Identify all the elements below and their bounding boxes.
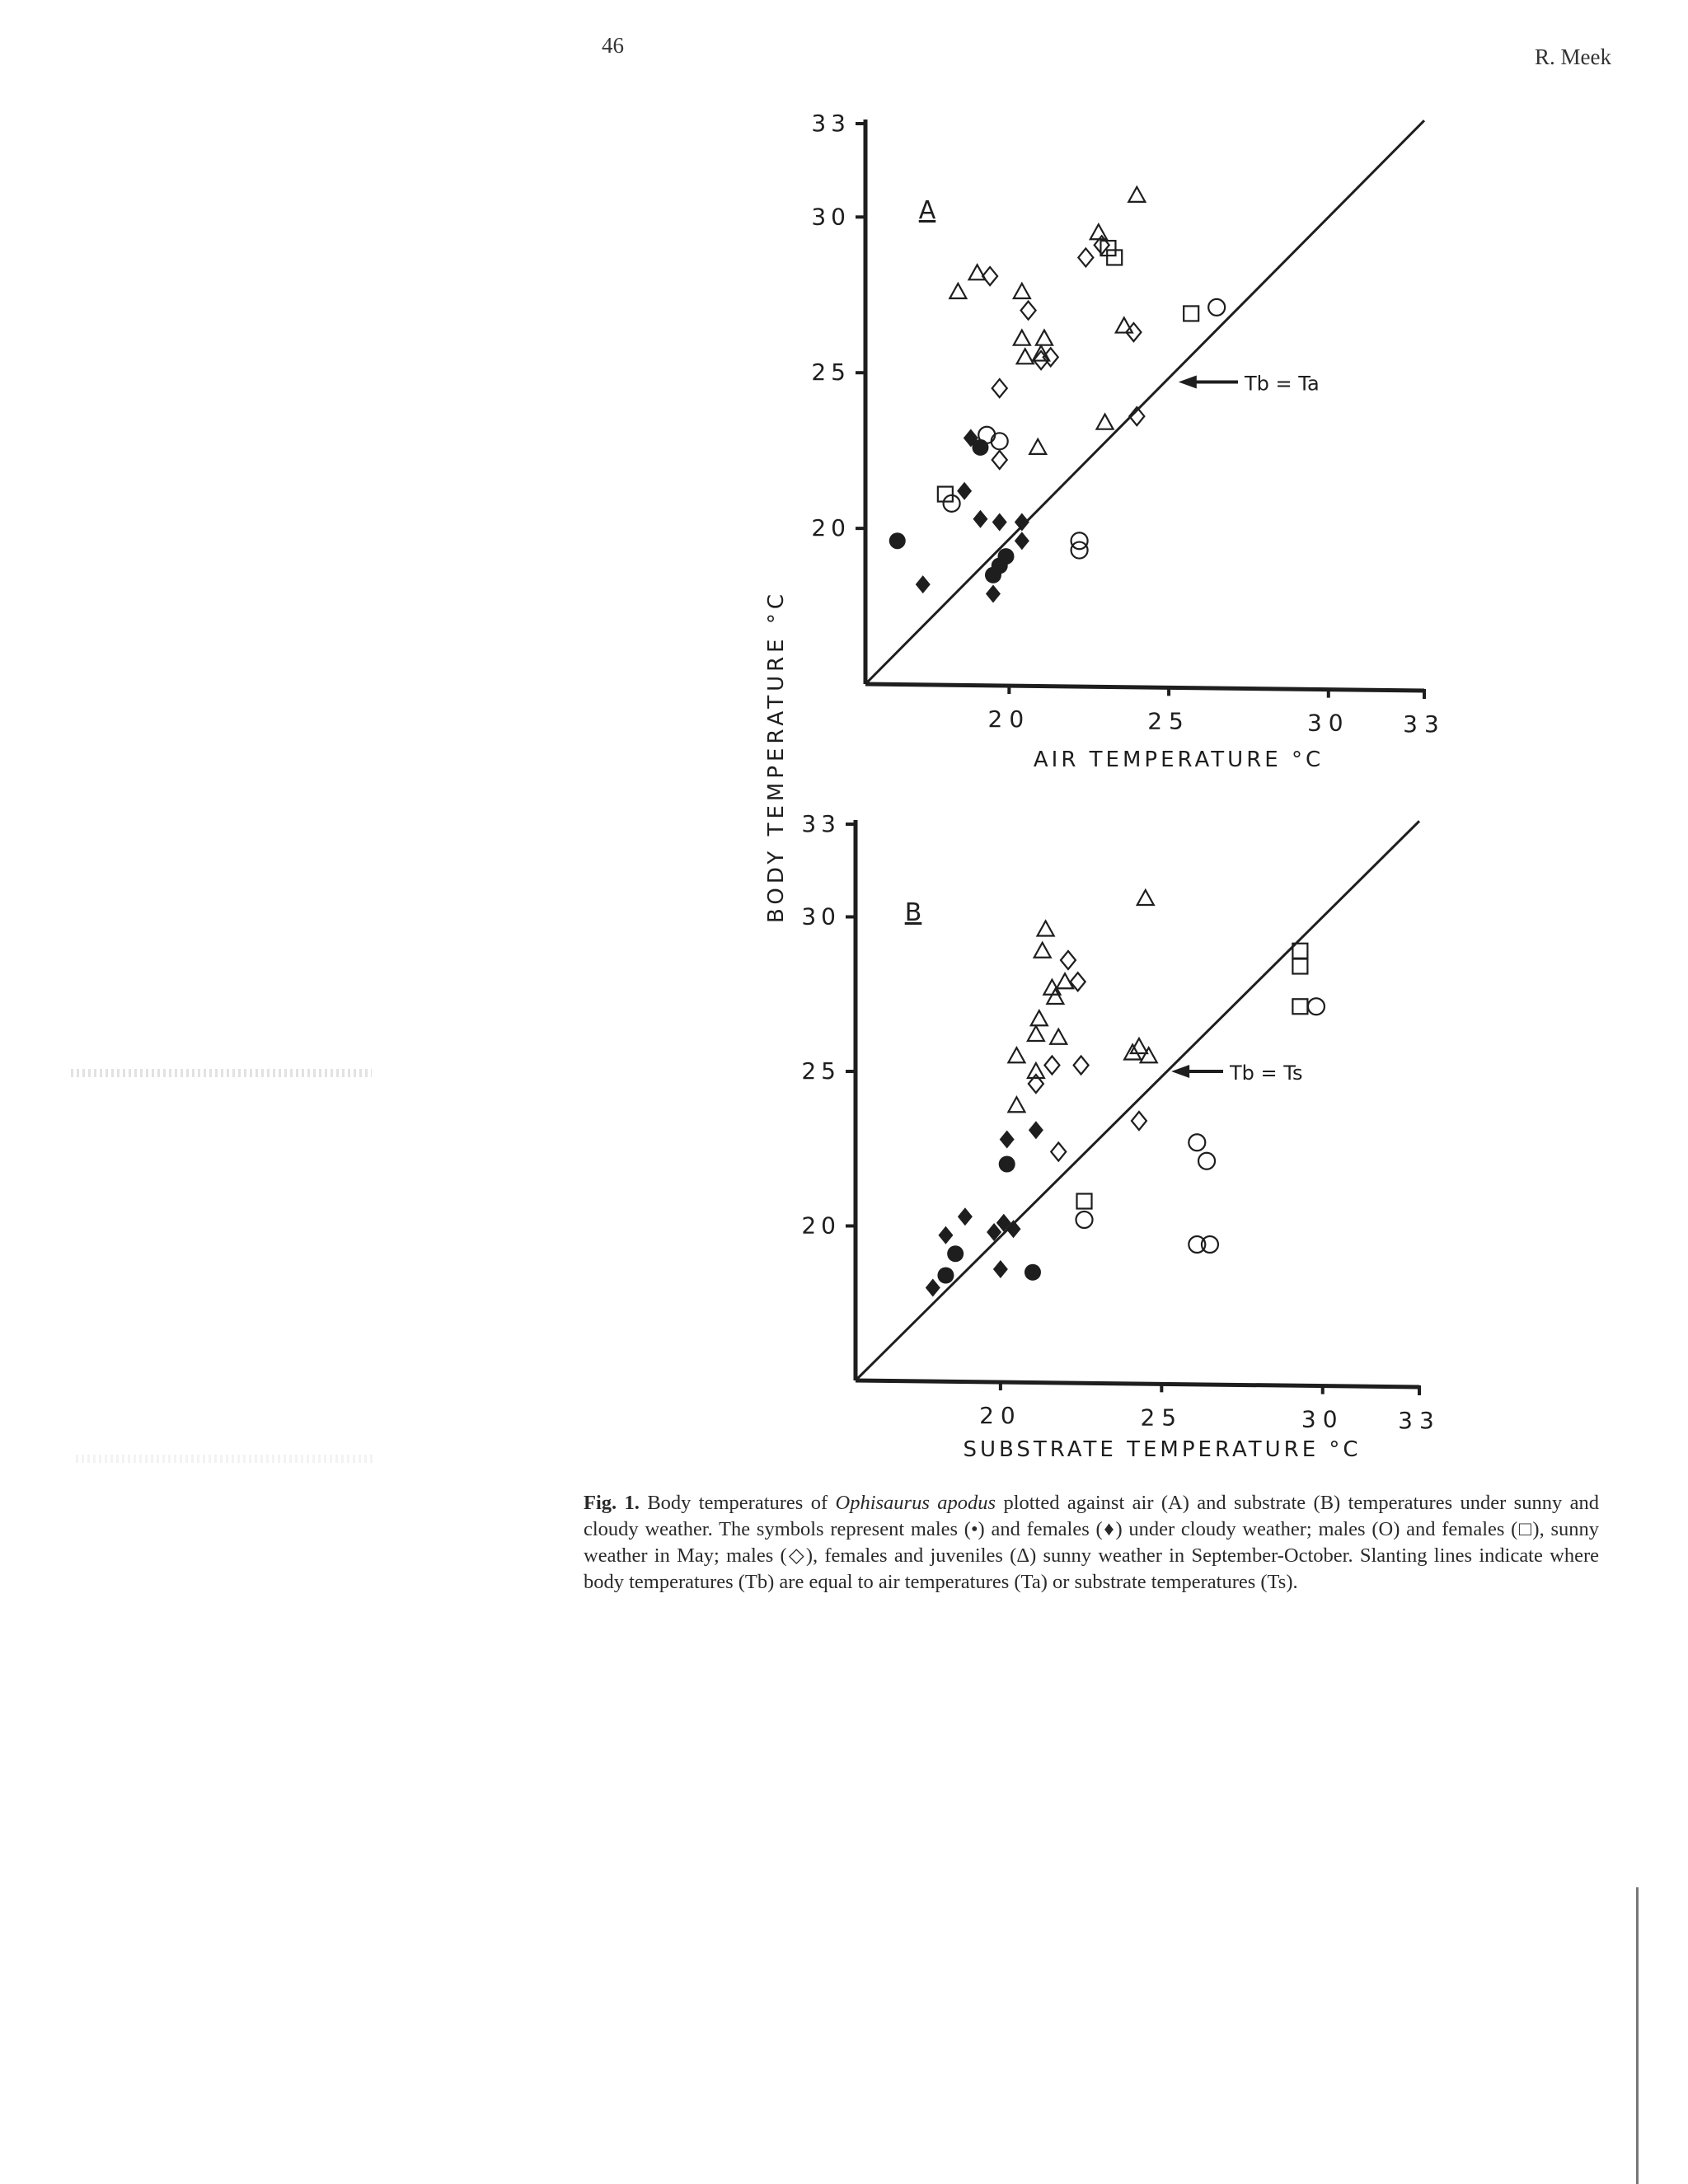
data-point-square-open <box>1077 1194 1092 1209</box>
data-point-triangle-open <box>1124 1045 1141 1060</box>
y-tick-label: 20 <box>801 1212 841 1240</box>
data-point-diamond-open <box>1044 1057 1059 1075</box>
y-tick-label: 30 <box>811 203 851 231</box>
data-point-triangle-open <box>1097 415 1114 429</box>
data-point-diamond-filled <box>993 1260 1008 1278</box>
data-point-diamond-filled <box>1015 532 1029 550</box>
data-point-diamond-open <box>1074 1057 1089 1075</box>
data-point-triangle-open <box>1038 921 1054 936</box>
y-tick-label: 30 <box>801 902 841 930</box>
data-point-diamond-open <box>992 379 1007 397</box>
data-point-circle-filled <box>999 1156 1015 1173</box>
data-point-square-open <box>1107 250 1122 265</box>
reference-line-label: Tb = Ts <box>1230 1062 1303 1085</box>
x-axis-label: SUBSTRATE TEMPERATURE °C <box>963 1437 1362 1462</box>
running-head-author: R. Meek <box>1535 45 1611 69</box>
x-axis-label: AIR TEMPERATURE °C <box>1033 748 1325 772</box>
data-point-diamond-open <box>1021 302 1036 320</box>
data-point-diamond-filled <box>1015 513 1029 532</box>
data-point-triangle-open <box>1017 349 1034 363</box>
shared-y-axis-label: BODY TEMPERATURE °C <box>764 589 789 924</box>
data-point-circle-open <box>1071 542 1088 559</box>
reference-line-label: Tb = Ta <box>1245 372 1320 396</box>
data-point-circle-filled <box>997 548 1014 565</box>
data-point-diamond-open <box>982 267 997 285</box>
data-point-diamond-filled <box>1000 1131 1015 1149</box>
data-point-diamond-filled <box>926 1279 940 1297</box>
data-point-triangle-open <box>1116 318 1132 333</box>
data-point-circle-open <box>978 427 995 443</box>
caption-species: Ophisaurus apodus <box>835 1492 996 1514</box>
data-point-triangle-open <box>1034 943 1051 958</box>
figure-caption <box>584 1490 1599 1596</box>
data-point-circle-open <box>1308 998 1325 1015</box>
x-tick-label: 20 <box>987 705 1031 733</box>
data-point-diamond-filled <box>957 482 972 500</box>
data-point-triangle-open <box>1014 284 1030 298</box>
page-number: 46 <box>602 33 624 58</box>
data-point-diamond-open <box>1078 248 1093 266</box>
data-point-diamond-filled <box>1029 1121 1043 1139</box>
data-point-circle-filled <box>937 1268 954 1284</box>
data-point-diamond-open <box>992 451 1007 469</box>
data-point-triangle-open <box>1137 890 1154 905</box>
data-point-circle-open <box>1202 1236 1218 1253</box>
data-point-diamond-filled <box>986 584 1001 602</box>
data-point-triangle-open <box>1008 1047 1025 1062</box>
x-tick-label: 20 <box>979 1402 1022 1430</box>
data-point-triangle-open <box>1090 224 1107 239</box>
data-point-circle-open <box>1076 1212 1093 1228</box>
data-point-circle-filled <box>947 1245 964 1262</box>
data-point-square-open <box>1184 306 1198 321</box>
data-point-triangle-open <box>1008 1097 1025 1112</box>
data-point-triangle-open <box>950 284 966 298</box>
data-point-triangle-open <box>1050 1029 1067 1044</box>
data-point-circle-open <box>1198 1153 1215 1169</box>
reference-arrowhead <box>1179 376 1197 389</box>
panel-b-scatter <box>801 810 1440 1462</box>
x-axis <box>865 684 1424 691</box>
data-point-triangle-open <box>1014 330 1030 345</box>
data-point-triangle-open <box>1128 187 1145 202</box>
data-point-triangle-open <box>1141 1047 1157 1062</box>
data-point-circle-open <box>1208 299 1225 316</box>
y-tick-label: 25 <box>801 1057 841 1085</box>
data-point-diamond-filled <box>958 1207 973 1226</box>
data-point-triangle-open <box>1028 1026 1044 1041</box>
data-point-triangle-open <box>1029 439 1046 454</box>
y-tick-label: 25 <box>811 359 851 387</box>
y-tick-label: 33 <box>811 110 851 137</box>
data-point-circle-filled <box>1025 1264 1041 1281</box>
data-point-diamond-open <box>1051 1143 1066 1161</box>
x-tick-label: 33 <box>1398 1407 1441 1434</box>
x-tick-label: 25 <box>1140 1404 1184 1432</box>
y-tick-label: 20 <box>811 514 851 542</box>
data-point-triangle-open <box>1036 330 1053 345</box>
data-point-diamond-filled <box>916 575 931 593</box>
caption-text-part2: plotted against air (A) and substrate (B) temperatures under sunny and cloudy weather. The symbols represent males (•) and females (♦) under cloudy weather; males (O) and females (□), sunny weather in May; males (◇), females and juveniles (Δ) sunny weather in September-October. Slanting lines indicate where body temperatures (Tb) are equal to air temperatures (Ta) or substrate temperatures (Ts). <box>584 1492 1599 1593</box>
panel-label: A <box>918 196 936 225</box>
x-tick-label: 30 <box>1306 709 1350 737</box>
data-point-circle-open <box>1071 532 1088 549</box>
caption-text-part1: Body temperatures of <box>639 1492 836 1514</box>
data-point-square-open <box>1292 959 1307 974</box>
data-point-square-open <box>1292 999 1307 1014</box>
data-point-circle-filled <box>889 532 906 549</box>
x-tick-label: 33 <box>1403 710 1446 738</box>
reference-arrowhead <box>1171 1065 1189 1078</box>
data-point-diamond-filled <box>973 510 987 528</box>
x-tick-label: 30 <box>1301 1405 1344 1433</box>
data-point-diamond-filled <box>938 1226 953 1244</box>
data-point-circle-open <box>1189 1236 1205 1253</box>
data-point-triangle-open <box>1047 989 1063 1004</box>
data-point-diamond-filled <box>992 513 1007 532</box>
data-point-circle-open <box>992 433 1008 449</box>
data-point-circle-open <box>944 495 960 512</box>
data-point-diamond-open <box>1132 1112 1146 1130</box>
panel-a-scatter <box>811 110 1445 772</box>
data-point-diamond-open <box>1061 951 1076 969</box>
reference-line <box>865 120 1424 684</box>
panel-label: B <box>904 898 922 927</box>
caption-label: Fig. 1. <box>584 1492 640 1514</box>
x-tick-label: 25 <box>1147 707 1190 735</box>
y-tick-label: 33 <box>801 810 841 837</box>
data-point-triangle-open <box>1031 1010 1048 1025</box>
x-axis <box>856 1380 1419 1387</box>
data-point-circle-open <box>1189 1134 1205 1151</box>
